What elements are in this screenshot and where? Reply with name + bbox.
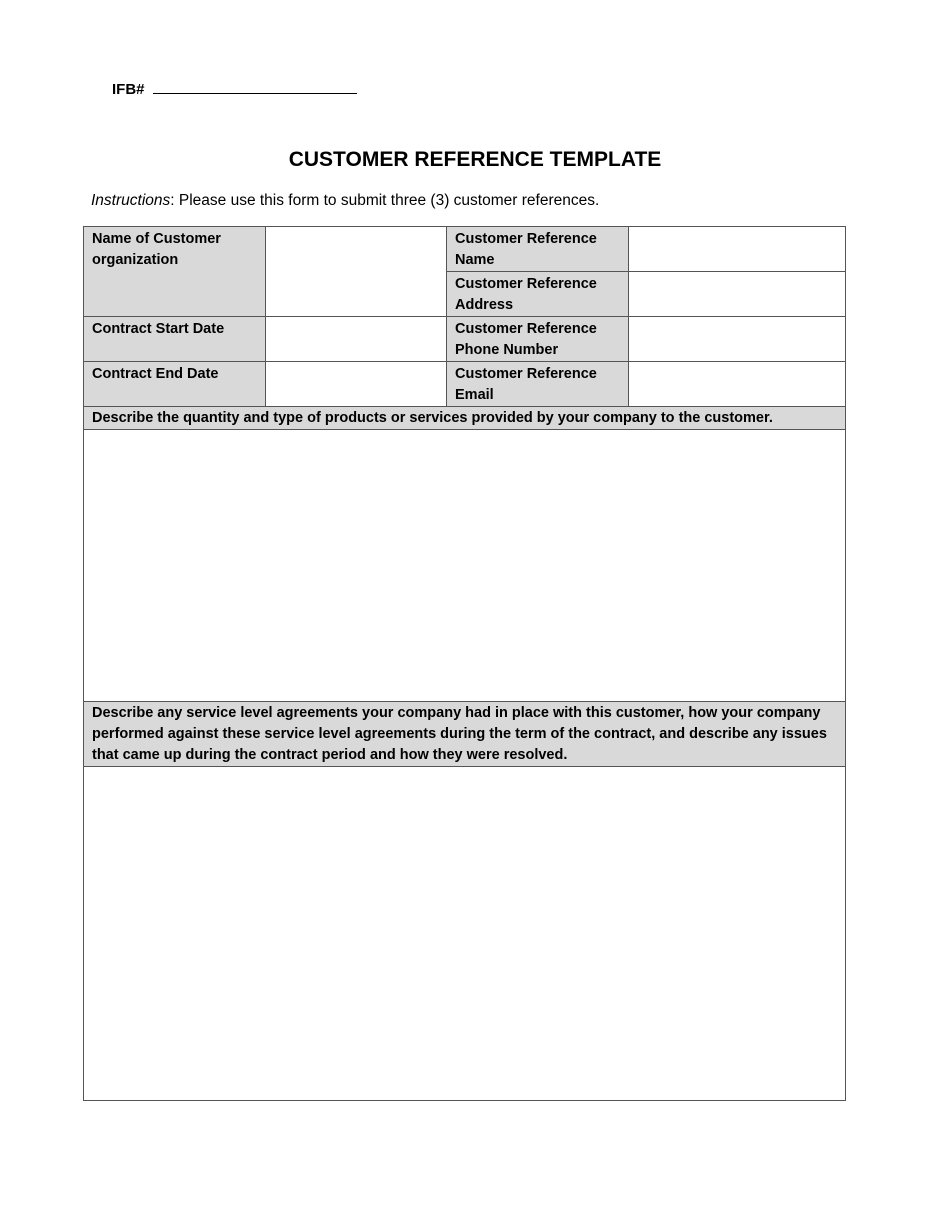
ifb-number-field[interactable]: [153, 77, 357, 94]
contract-end-label: Contract End Date: [84, 362, 266, 407]
ref-name-label: Customer Reference Name: [447, 227, 629, 272]
instructions-label: Instructions: [91, 192, 171, 209]
page-title: CUSTOMER REFERENCE TEMPLATE: [288, 148, 662, 171]
customer-org-label: Name of Customer organization: [84, 227, 266, 317]
contract-start-label: Contract Start Date: [84, 317, 266, 362]
sla-answer-field[interactable]: [84, 767, 846, 1101]
ref-name-field[interactable]: [629, 227, 846, 272]
instructions: [91, 192, 599, 210]
ref-email-label: Customer Reference Email: [447, 362, 629, 407]
ref-address-label: Customer Reference Address: [447, 272, 629, 317]
contract-start-field[interactable]: [266, 317, 447, 362]
ref-address-field[interactable]: [629, 272, 846, 317]
ifb-number-line: [112, 77, 357, 98]
ifb-label: IFB#: [112, 81, 145, 98]
customer-reference-table: [83, 226, 846, 1101]
sla-question: Describe any service level agreements your company had in place with this customer, how your company performed against these service level agreements during the term of the contract, and describe any issues that came up during the contract period and how they were resolved.: [84, 702, 846, 767]
ref-email-field[interactable]: [629, 362, 846, 407]
contract-end-field[interactable]: [266, 362, 447, 407]
ref-phone-label: Customer Reference Phone Number: [447, 317, 629, 362]
products-answer-field[interactable]: [84, 430, 846, 702]
customer-org-field[interactable]: [266, 227, 447, 317]
ref-phone-field[interactable]: [629, 317, 846, 362]
instructions-text: : Please use this form to submit three (3) customer references.: [170, 192, 600, 209]
products-question: Describe the quantity and type of products or services provided by your company to the customer.: [84, 407, 846, 430]
